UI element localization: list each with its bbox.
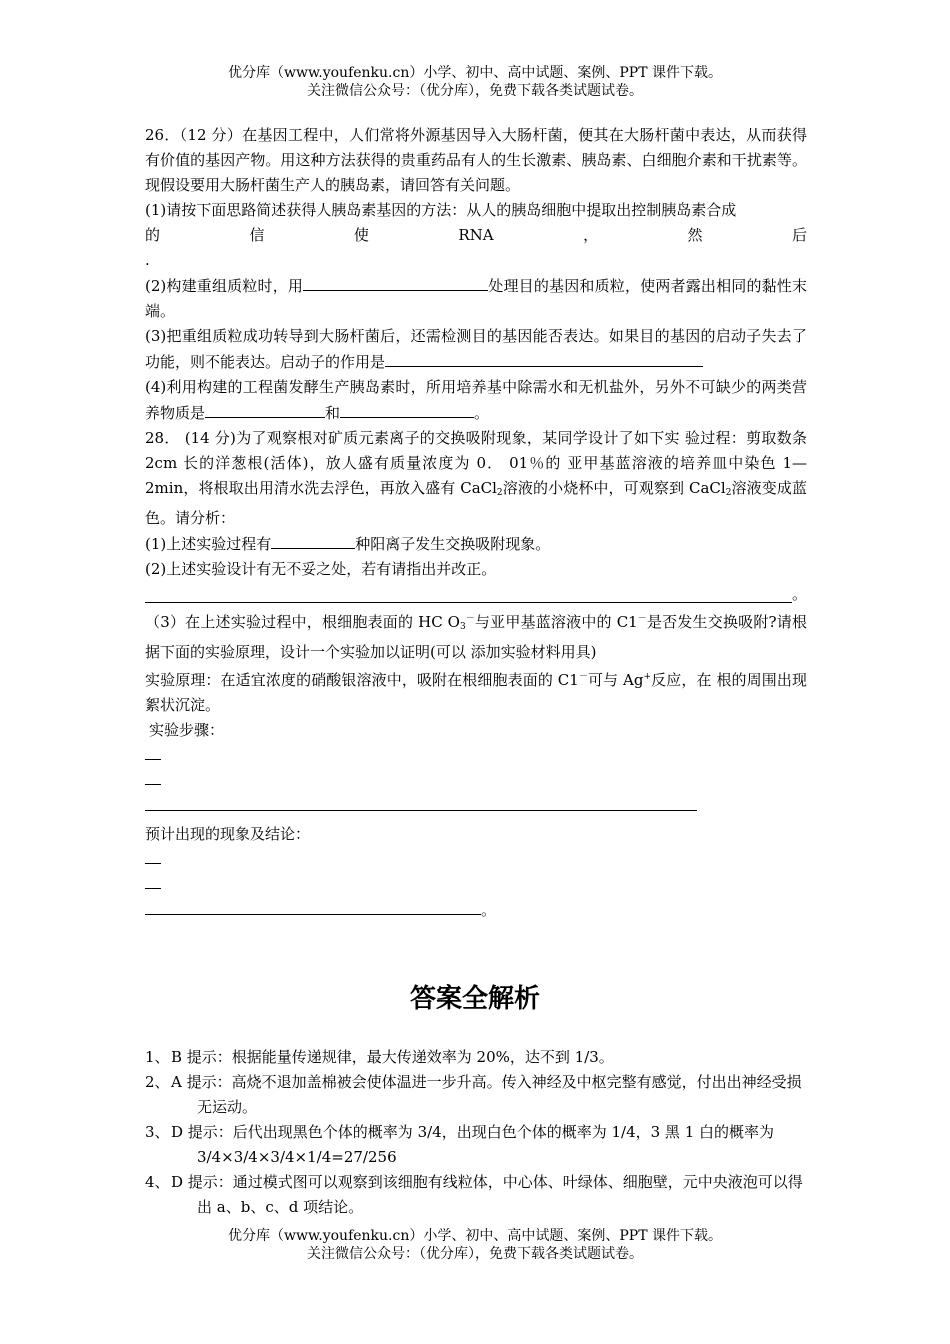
answer-dash (145, 876, 161, 889)
header-line-1: 优分库（www.youfenku.cn）小学、初中、高中试题、案例、PPT 课件下载。 (227, 65, 722, 81)
q28-intro: 28． (14 分)为了观察根对矿质元素离子的交换吸附现象，某同学设计了如下实 验过程：剪取数条 2cm 长的洋葱根(活体)，放人盛有质量浓度为 0． 01％的 亚甲基蓝溶液的培养皿中染色 1—2min，将根取出用清水洗去浮色，再放入盛有 CaCl$_2$溶液的小烧杯中，可观察到 CaCl$_2$溶液变成蓝色。请分析： (145, 429, 807, 527)
word: ， (583, 226, 599, 244)
footer-line-1: 优分库（www.youfenku.cn）小学、初中、高中试题、案例、PPT 课件下载。 (227, 1228, 722, 1244)
answer-item: 1、B 提示：根据能量传递规律，最大传递效率为 20%，达不到 1/3。 (145, 1048, 614, 1066)
word: 后 (791, 226, 807, 244)
footer-line-2: 关注微信公众号：（优分库），免费下载各类试题试卷。 (307, 1246, 643, 1262)
answer-dash (145, 747, 161, 760)
q28-principle: 实验原理：在适宜浓度的硝酸银溶液中，吸附在根细胞表面的 C1－可与 Ag+反应，在 根的周围出现絮状沉淀。 (145, 671, 807, 714)
answers-title: 答案全解析 (409, 984, 540, 1014)
q26-part1-spread-line (145, 223, 807, 248)
q28-steps-label: 实验步骤： (149, 721, 225, 739)
answer-blank (145, 793, 697, 811)
answer-item: 3、D 提示：后代出现黑色个体的概率为 3/4，出现白色个体的概率为 1/4，3 黑 1 白的概率为 3/4×3/4×3/4×1/4=27/256 (145, 1123, 775, 1166)
q28-part2: (2)上述实验设计有无不妥之处，若有请指出并改正。 (145, 560, 497, 578)
q26-part3: (3)把重组质粒成功转导到大肠杆菌后，还需检测目的基因能否表达。如果目的基因的启动子失去了功能，则不能表达。启动子的作用是 (145, 327, 807, 371)
q26-part1-end: . (145, 251, 150, 269)
answer-blank (145, 897, 481, 915)
answer-blank (145, 585, 792, 603)
answer-blank (205, 400, 325, 418)
q26-part1: (1)请按下面思路简述获得人胰岛素基因的方法：从人的胰岛细胞中提取出控制胰岛素合成 (145, 201, 737, 219)
q28-part3: （3）在上述实验过程中，根细胞表面的 HC $O_3^-$与亚甲基蓝溶液中的 C1－是否发生交换吸附?请根据下面的实验原理，设计一个实验加以证明(可以 添加实验材料用具) (145, 613, 808, 661)
word: 信 (249, 226, 265, 244)
q28-part1: (1)上述实验过程有 种阳离子发生交换吸附现象。 (145, 531, 807, 557)
answers-section (145, 1045, 807, 1220)
answer-blank (385, 349, 703, 367)
answer-dash (145, 772, 161, 785)
q28-result-label: 预计出现的现象及结论： (145, 825, 311, 843)
answer-item: 2、A 提示：高烧不退加盖棉被会使体温进一步升高。传入神经及中枢完整有感觉，付出出神经受损无运动。 (145, 1073, 802, 1116)
q28-part2-answer-line: 。 (145, 582, 807, 607)
word: 使 (353, 226, 369, 244)
word: 的 (145, 226, 161, 244)
answer-item: 4、D 提示：通过模式图可以观察到该细胞有线粒体，中心体、叶绿体、细胞壁，元中央液泡可以得出 a、b、c、d 项结论。 (145, 1173, 803, 1216)
page-footer (0, 1227, 950, 1263)
page-header (0, 64, 950, 100)
q26-part2: (2)构建重组质粒时，用 处理目的基因和质粒，使两者露出相同的黏性末端。 (145, 273, 807, 324)
answer-dash (145, 851, 161, 864)
word: RNA (458, 226, 494, 244)
word: 然 (687, 226, 703, 244)
q26-intro: 26．（12 分）在基因工程中，人们常将外源基因导入大肠杆菌，便其在大肠杆菌中表达，从而获得有价值的基因产物。用这种方法获得的贵重药品有人的生长激素、胰岛素、白细胞介素和干扰素等。现假设要用大肠杆菌生产人的胰岛素，请回答有关问题。 (145, 126, 807, 194)
header-line-2: 关注微信公众号：（优分库），免费下载各类试题试卷。 (307, 83, 643, 99)
answer-blank (340, 400, 474, 418)
questions-section: 26．（12 分）在基因工程中，人们常将外源基因导入大肠杆菌，便其在大肠杆菌中表达，从而获得有价值的基因产物。用这种方法获得的贵重药品有人的生长激素、胰岛素、白细胞介素和干扰素等。现假设要用大肠杆菌生产人的胰岛素，请回答有关问题。 (1)请按下面思路简述获得人胰岛素基因的方法：从人的胰岛细胞中提取出控制胰岛素合成 的 信 使 RNA ， 然 后 . (2)构建重组质粒时，用 处理目的基因和质粒，使两者露出相同的黏性末端。 (3)把重组质粒成功转导到大肠杆菌后，还需检测目的基因能否表达。如果目的基因的启动子失去了功能，则不能表达。启动子的作用是 (4)利用构建的工程菌发酵生产胰岛素时，所用培养基中除需水和无机盐外，另外不可缺少的两类营养物质是 和 。 28． (14 分)为了观察根对矿质元素离子的交换吸附现象，某同学设计了如下实 验过程：剪取数条 2cm 长的洋葱根(活体)，放人盛有质量浓度为 0． 01％的 亚甲基蓝溶液的培养皿中染色 1—2min，将根取出用清水洗去浮色，再放入盛有 CaCl$_2$溶液的小烧杯中，可观察到 CaCl$_2$溶液变成蓝色。请分析： (1)上述实验过程有 种阳离子发生交换吸附现象。 (2)上述实验设计有无不妥之处，若有请指出并改正。 。 （3）在上述实验过程中，根细胞表面的 HC $O_3^-$与亚甲基蓝溶液中的 C1－是否发生交换吸附?请根据下面的实验原理，设计一个实验加以证明(可以 添加实验材料用具) 实验原理：在适宜浓度的硝酸银溶液中，吸附在根细胞表面的 C1－可与 Ag+反应，在 根的周围出现絮状沉淀。 实验步骤： 预计出现的现象及结论： 。 (145, 123, 807, 922)
answer-blank (271, 531, 355, 549)
q26-part4: (4)利用构建的工程菌发酵生产胰岛素时，所用培养基中除需水和无机盐外，另外不可缺少的两类营养物质是 和 。 (145, 378, 807, 422)
answer-blank (303, 273, 488, 291)
